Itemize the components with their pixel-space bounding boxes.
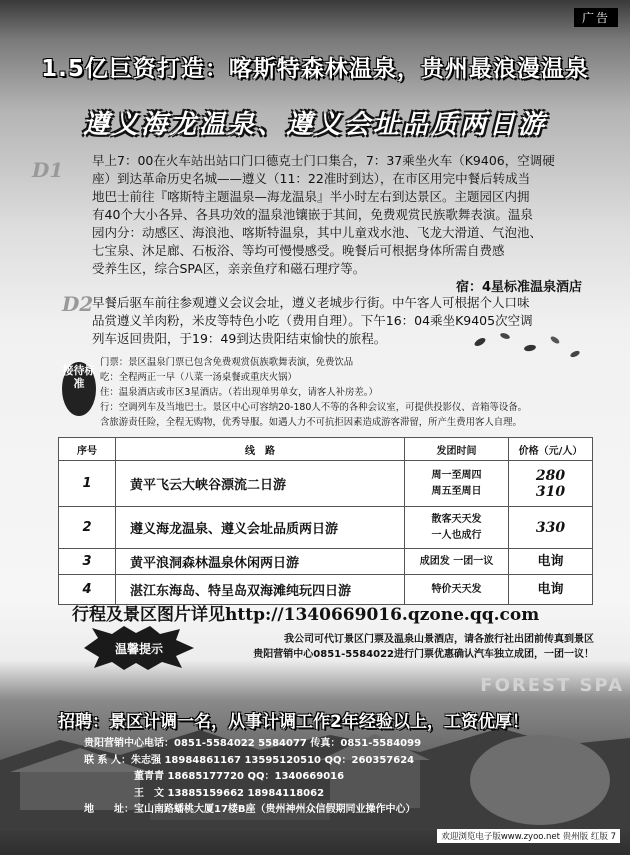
day1-line: 园内分：动感区、海浪池、喀斯特温泉，其中儿童戏水池、飞龙大滑道、气泡池、 (92, 225, 543, 240)
route-price: 电询 (509, 575, 593, 605)
contact-line: 董青青 18685177720 QQ：1340669016 (84, 771, 345, 782)
day1-line: 七宝泉、沐足廊、石板浴、等均可慢慢感受。晚餐后可根据身体所需自费感 (92, 243, 505, 258)
ad-tag: 广告 (574, 8, 618, 27)
contact-line: 联 系 人：朱志强 18984861167 13595120510 QQ：260357624 (84, 754, 415, 766)
route-price: 330 (509, 507, 593, 549)
col-header-num: 序号 (59, 438, 116, 461)
day2-line: 早餐后驱车前往参观遵义会议会址，遵义老城步行街。中午客人可根据个人口味 (92, 295, 530, 310)
departure-line: 一人也成行 (431, 529, 482, 541)
guide-badge: 接待标准 (62, 362, 96, 416)
route-num: 2 (59, 507, 116, 549)
forest-spa-label: FOREST SPA (480, 675, 624, 696)
tips-badge-label: 温馨提示 (114, 642, 164, 656)
tips-line: 我公司可代订景区门票及温泉山景酒店，请各旅行社出团前传真到景区 (284, 634, 594, 645)
tips-text (194, 632, 594, 662)
day1-badge: D1 (32, 158, 64, 182)
route-num: 4 (59, 575, 116, 605)
departure-line: 周五至周日 (431, 485, 482, 497)
route-name: 遵义海龙温泉、遵义会址品质两日游 (116, 507, 405, 549)
route-num: 1 (59, 461, 116, 507)
route-name: 黄平浪洞森林温泉休闲两日游 (116, 549, 405, 575)
day1-line: 早上7：00在火车站出站口门口德克士门口集合，7：37乘坐火车（K9406，空调硬 (92, 153, 555, 168)
contact-line: 贵阳营销中心电话：0851-5584022 5584077 传真：0851-5584099 (84, 738, 422, 749)
route-departure (405, 507, 509, 549)
day1-line: 座）到达革命历史名城——遵义（11：22准时到达），在市区用完中餐后转成当 (92, 171, 531, 186)
route-name: 湛江东海岛、特呈岛双海滩纯玩四日游 (116, 575, 405, 605)
col-header-price: 价格（元/人） (509, 438, 593, 461)
route-name: 黄平飞云大峡谷漂流二日游 (116, 461, 405, 507)
departure-line: 周一至周四 (431, 469, 482, 481)
table-row (59, 549, 593, 575)
table-row (59, 507, 593, 549)
tips-line: 贵阳营销中心0851-5584022进行门票优惠确认汽车独立成团，一团一议！ (253, 649, 594, 660)
day1-itinerary (92, 152, 612, 278)
guide-list (100, 355, 605, 430)
recruit-notice: 招聘：景区计调一名，从事计调工作2年经验以上，工资优厚！ (58, 712, 529, 732)
contact-line: 地 址：宝山南路蟠桃大厦17楼B座（贵州神州众信假期同业操作中心） (84, 804, 416, 815)
col-header-departure: 发团时间 (405, 438, 509, 461)
guide-item: 吃：全程两正一早（八菜一汤桌餐或重庆火锅） (100, 372, 297, 383)
page-footer: 欢迎浏览电子版www.zyoo.net 贵州版 红版 7 (437, 829, 620, 843)
subtitle: 遵义海龙温泉、遵义会址品质两日游 (82, 110, 547, 140)
table-header-row (59, 438, 593, 461)
route-num: 3 (59, 549, 116, 575)
headline: 1.5亿巨资打造：喀斯特森林温泉，贵州最浪漫温泉 (41, 56, 589, 82)
route-price (509, 461, 593, 507)
day2-badge: D2 (62, 292, 94, 316)
route-departure: 特价天天发 (405, 575, 509, 605)
route-departure (405, 461, 509, 507)
day1-line: 有40个大小各异、各具功效的温泉池镶嵌于其间，免费观赏民族歌舞表演。温泉 (92, 207, 533, 222)
route-price: 电询 (509, 549, 593, 575)
guide-item: 含旅游责任险，全程无购物，优秀导服。如遇人力不可抗拒因素造成游客滞留，所产生费用客人自理。 (100, 417, 522, 428)
col-header-route: 线 路 (116, 438, 405, 461)
detail-link[interactable]: 行程及景区图片详见http://1340669016.qzone.qq.com (72, 605, 540, 625)
guide-item: 行：空调列车及当地巴士。景区中心可容纳20-180人不等的各种会议室，可提供投影仪、音箱等设备。 (100, 402, 527, 413)
day1-line: 受养生区，综合SPA区，亲亲鱼疗和磁石理疗等。 (92, 261, 366, 276)
day2-line: 品赏遵义羊肉粉，米皮等特色小吃（费用自理）。下午16：04乘坐K9405次空调 (92, 313, 533, 328)
departure-line: 散客天天发 (431, 513, 482, 525)
day1-line: 地巴士前往『喀斯特主题温泉—海龙温泉』半小时左右到达景区。主题园区内拥 (92, 189, 530, 204)
table-row (59, 461, 593, 507)
guide-item: 门票：景区温泉门票已包含免费观赏佤族歌舞表演，免费饮品 (100, 357, 354, 368)
route-departure: 成团发 一团一议 (405, 549, 509, 575)
stay-note: 宿：4星标准温泉酒店 (455, 280, 582, 295)
guide-item: 住：温泉酒店或市区3星酒店。（若出现单男单女，请客人补房差。） (100, 387, 378, 398)
price-value: 280 (535, 467, 566, 484)
day2-line: 列车返回贵阳，于19：49到达贵阳结束愉快的旅程。 (92, 331, 387, 346)
tips-badge (84, 626, 194, 670)
contact-info (84, 736, 524, 819)
price-value: 310 (535, 483, 566, 500)
contact-line: 王 文 13885159662 18984118062 (84, 787, 325, 799)
routes-table (58, 437, 593, 605)
